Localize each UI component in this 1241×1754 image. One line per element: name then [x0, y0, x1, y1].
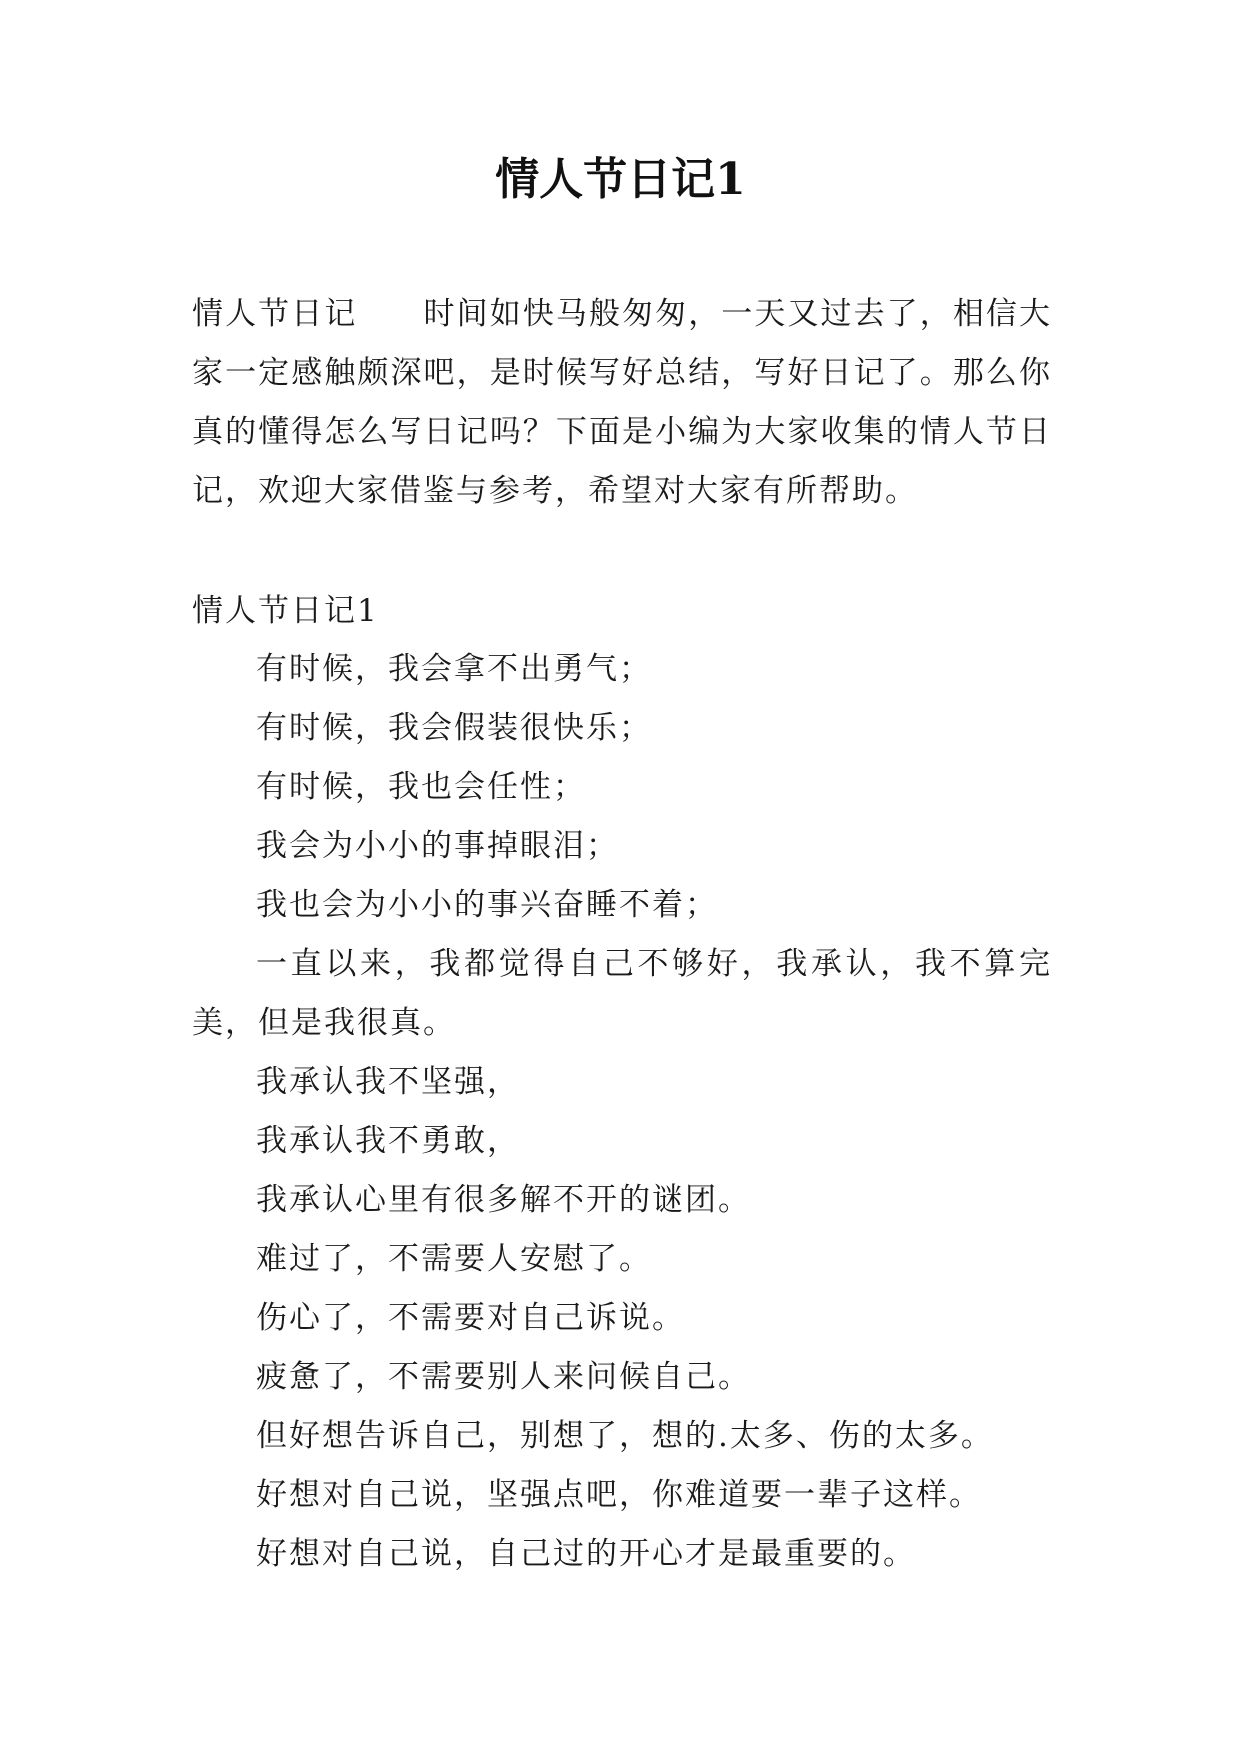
diary-line: 有时候，我会拿不出勇气； [256, 651, 652, 687]
diary-line: 难过了，不需要人安慰了。 [256, 1241, 652, 1277]
diary-lines [192, 640, 1052, 1584]
document-title: 情人节日记1 [495, 154, 746, 205]
diary-line: 好想对自己说，坚强点吧，你难道要一辈子这样。 [256, 1477, 982, 1513]
diary-line: 我承认我不勇敢， [256, 1123, 520, 1159]
diary-line: 我承认心里有很多解不开的谜团。 [256, 1182, 751, 1218]
diary-line: 我承认我不坚强， [256, 1064, 520, 1100]
diary-line: 好想对自己说，自己过的开心才是最重要的。 [256, 1536, 916, 1572]
diary-line: 一直以来，我都觉得自己不够好，我承认，我不算完美，但是我很真。 [192, 946, 1052, 1041]
diary-line: 疲惫了，不需要别人来问候自己。 [256, 1359, 751, 1395]
intro-paragraph: 情人节日记 时间如快马般匆匆，一天又过去了，相信大家一定感触颇深吧，是时候写好总结，写好日记了。那么你真的懂得怎么写日记吗？下面是小编为大家收集的情人节日记，欢迎大家借鉴与参考，希望对大家有所帮助。 [192, 296, 1052, 509]
section-heading: 情人节日记1 [192, 593, 379, 629]
diary-line: 我也会为小小的事兴奋睡不着； [256, 887, 718, 923]
diary-line: 有时候，我会假装很快乐； [256, 710, 652, 746]
diary-line: 有时候，我也会任性； [256, 769, 586, 805]
diary-line: 但好想告诉自己，别想了，想的.太多、伤的太多。 [256, 1418, 994, 1454]
diary-line: 我会为小小的事掉眼泪； [256, 828, 619, 864]
diary-line: 伤心了，不需要对自己诉说。 [256, 1300, 685, 1336]
